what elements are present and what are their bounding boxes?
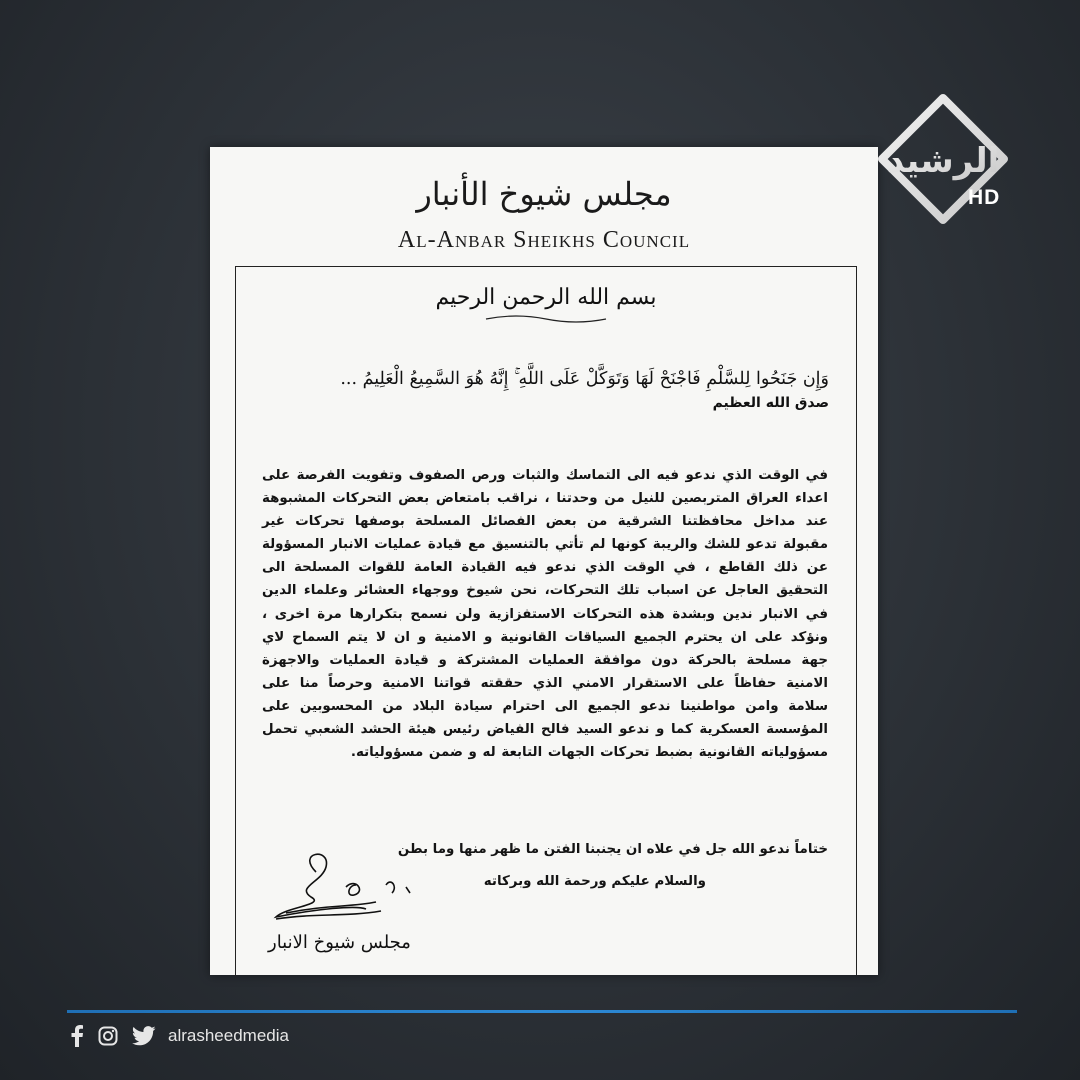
closing-prayer: ختاماً ندعو الله جل في علاه ان يجنبنا الفتن ما ظهر منها وما بطن xyxy=(397,842,828,857)
twitter-icon[interactable] xyxy=(132,1026,156,1046)
signature-scribble xyxy=(256,847,426,937)
footer-divider xyxy=(67,1010,1017,1013)
instagram-icon[interactable] xyxy=(98,1026,118,1046)
svg-text:الرشيد: الرشيد xyxy=(886,141,1000,181)
arabic-title: مجلس شيوخ الأنبار xyxy=(416,175,672,213)
statement-body: في الوقت الذي ندعو فيه الى التماسك والثبات ورص الصفوف وتفويت الفرصة على اعداء العراق المتربصين للنيل من وحدتنا ، نراقب بامتعاض بعض التحركات المشبوهة عند مداخل محافظتنا الشرقية من بعض الفصائل المسلحة بوصفها تحركات غير مقبولة تدعو للشك والريبة كونها لم تأتي بالتنسيق مع قيادة عمليات الانبار المسؤولة عن ذلك القاطع ، في الوقت الذي ندعو فيه القيادة العامة للقوات المسلحة الى التحقيق العاجل عن اسباب تلك التحركات، نحن شيوخ ووجهاء العشائر وعلماء الدين في الانبار ندين وبشدة هذه التحركات الاستفزازية ولن نسمح بتكرارها مرة اخرى ، ونؤكد على ان يحترم الجميع السياقات القانونية و الامنية و ان لا يتم السماح لاي جهة مسلحة بالحركة دون موافقة العمليات المشتركة و قيادة العمليات والاجهزة الامنية حفاظاً على الاستقرار الامني الذي حققته قواتنا الامنية وحرصاً منا على سلامة وامن مواطنينا ندعو الجميع الى احترام سيادة البلاد من المحسوبين على المؤسسة العسكرية كما و ندعو السيد فالح الفياض رئيس هيئة الحشد الشعبي تحمل مسؤولياته القانونية بضبط تحركات الجهات التابعة له و ضمن مسؤولياته. xyxy=(262,468,828,761)
document-page xyxy=(210,147,878,975)
english-title: Al-Anbar Sheikhs Council xyxy=(397,227,691,253)
hd-badge: HD xyxy=(968,186,1001,209)
quran-verse: وَإِن جَنَحُوا لِلسَّلْمِ فَاجْنَحْ لَهَا وَتَوَكَّلْ عَلَى اللَّهِ ۚ إِنَّهُ هُوَ السَّمِيعُ الْعَلِيمُ ... xyxy=(340,369,829,389)
letter-frame xyxy=(235,266,857,976)
basmala-flourish xyxy=(481,313,611,325)
social-bar xyxy=(70,1024,289,1048)
social-handle[interactable]: alrasheedmedia xyxy=(168,1026,289,1045)
salutation: والسلام عليكم ورحمة الله وبركاته xyxy=(483,874,706,889)
basmala: بسم الله الرحمن الرحيم xyxy=(435,285,657,310)
facebook-icon[interactable] xyxy=(70,1025,84,1047)
signature-name: مجلس شيوخ الانبار xyxy=(268,932,411,953)
verse-reference: صدق الله العظيم xyxy=(712,395,829,411)
